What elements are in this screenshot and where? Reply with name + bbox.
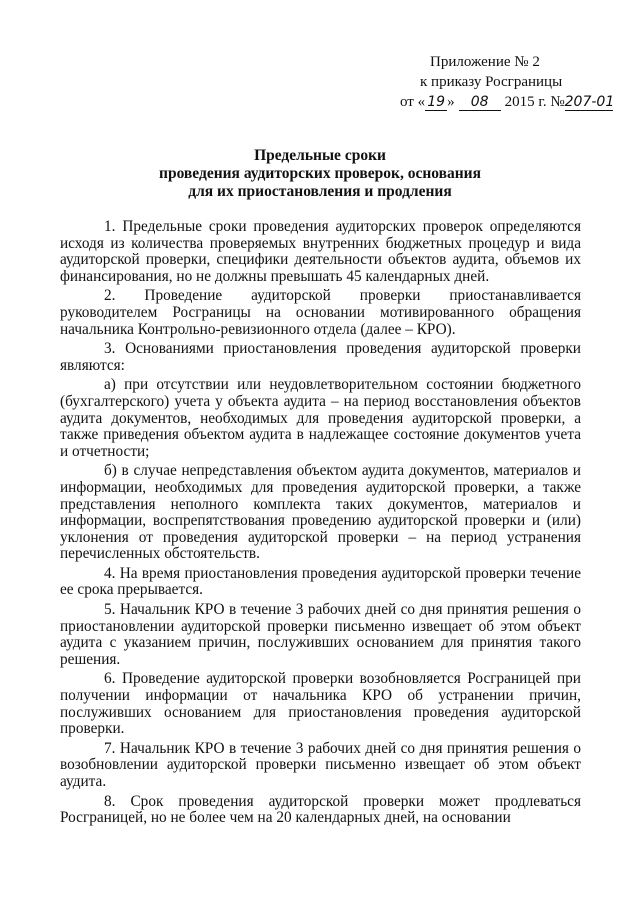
appendix-date-line [400,92,613,112]
title-line-3: для их приостановления и продления [188,183,452,200]
paragraph-4: 4. На время приостановления проведения аудиторской проверки течение ее срока прерывается. [60,564,581,599]
paragraph-7: 7. Начальник КРО в течение 3 рабочих дней со дня принятия решения о возобновлении аудиторской проверки письменно извещает об этом объект аудита. [60,739,581,790]
handwritten-order-number: 207-01 [564,94,615,110]
paragraph-5: 5. Начальник КРО в течение 3 рабочих дней со дня принятия решения о приостановлении аудиторской проверки письменно извещает об этом объект аудита с указанием причин, послуживших основанием для принятия такого решения. [60,601,581,668]
title-line-2: проведения аудиторских проверок, основания [159,165,481,182]
date-prefix: от « [400,94,426,110]
paragraph-3b: б) в случае непредставления объектом аудита документов, материалов и информации, необходимых для проведения аудиторской проверки, а также представления неполного комплекта таких документов, материалов и информации, воспрепятствования проведению аудиторской проверки и (или) уклонения от проведения аудиторской проверки – на период устранения перечисленных обстоятельств. [60,462,581,563]
handwritten-month: 08 [459,94,501,111]
document-title [60,147,580,201]
appendix-order-reference: к приказу Росграницы [420,74,563,90]
appendix-number: Приложение № 2 [430,54,540,70]
paragraph-1: 1. Предельные сроки проведения аудиторских проверок определяются исходя из количества проверяемых внутренних бюджетных процедур и вида аудиторской проверки, специфики деятельности объектов аудита, объемов их финансирования, но не должны превышать 45 календарных дней. [60,218,581,285]
paragraph-2: 2. Проведение аудиторской проверки приостанавливается руководителем Росграницы на основании мотивированного обращения начальника Контрольно-ревизионного отдела (далее – КРО). [60,287,581,338]
handwritten-day: 19 [425,94,447,111]
title-line-1: Предельные сроки [254,147,386,164]
document-body [60,219,581,830]
appendix-header [400,52,615,112]
paragraph-6: 6. Проведение аудиторской проверки возобновляется Росграницей при получении информации от начальника КРО об устранении причин, послуживших основанием для приостановления проведения аудиторской проверки. [60,670,581,738]
paragraph-3: 3. Основаниями приостановления проведения аудиторской проверки являются: [60,340,581,374]
paragraph-3a: а) при отсутствии или неудовлетворительном состоянии бюджетного (бухгалтерского) учета у объекта аудита – на период восстановления объектов аудита документов, необходимых для проведения аудиторской проверки, а также приведения объектом аудита в надлежащее состояние документов учета и отчетности; [60,376,581,460]
date-year: 2015 г. № [504,94,565,110]
paragraph-8: 8. Срок проведения аудиторской проверки может продлеваться Росграницей, но не более чем на 20 календарных дней, на основании [60,792,581,827]
date-quote-close: » [447,94,455,110]
